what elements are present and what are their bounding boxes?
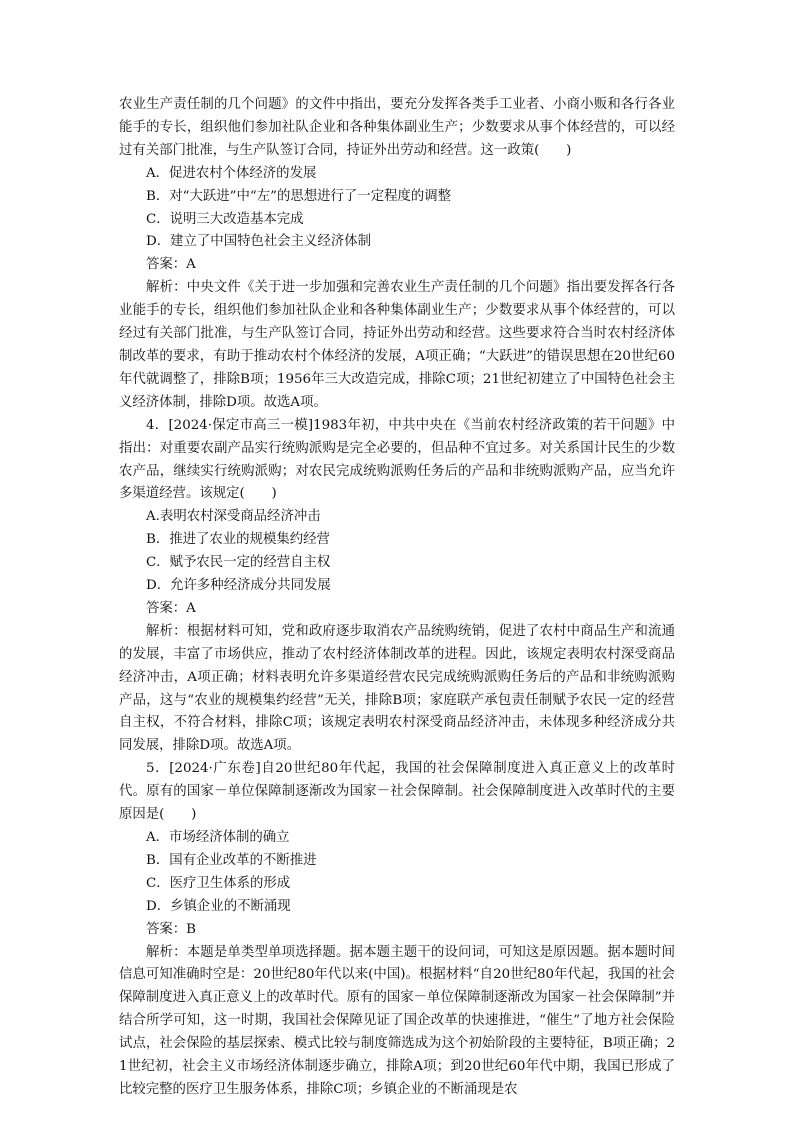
q4-answer: 答案：A <box>146 600 196 616</box>
q4-option-b: B．推进了农业的规模集约经营 <box>146 532 330 548</box>
q3-stem: 农业生产责任制的几个问题》的文件中指出，要充分发挥各类手工业者、小商小贩和各行各业能手的专长，组织他们参加社队企业和各种集体副业生产；少数要求从事个体经营的，可以经过有关部门批准，与生产队签订合同，持证外出劳动和经营。这一政策( ) <box>119 97 675 158</box>
q4-option-c: C．赋予农民一定的经营自主权 <box>146 555 331 571</box>
q5-option-b: B．国有企业改革的不断推进 <box>146 852 317 868</box>
q4-option-a: A.表明农村深受商品经济冲击 <box>146 509 321 525</box>
q3-answer: 答案：A <box>146 257 196 273</box>
q3-analysis: 解析：中央文件《关于进一步加强和完善农业生产责任制的几个问题》指出要发挥各行各业能手的专长，组织他们参加社队企业和各种集体副业生产；少数要求从事个体经营的，可以经过有关部门批准，与生产队签订合同，持证外出劳动和经营。这些要求符合当时农村经济体制改革的要求，有助于推动农村个体经济的发展，A项正确；“大跃进”的错误思想在20世纪60年代就调整了，排除B项；1956年三大改造完成，排除C项；21世纪初建立了中国特色社会主义经济体制，排除D项。故选A项。 <box>119 280 675 410</box>
q3-option-d: D．建立了中国特色社会主义经济体制 <box>146 234 371 250</box>
q3-option-a: A．促进农村个体经济的发展 <box>146 165 317 181</box>
q5-option-c: C．医疗卫生体系的形成 <box>146 875 291 891</box>
q5-answer: 答案：B <box>146 921 197 937</box>
q4-analysis: 解析：根据材料可知，党和政府逐步取消农产品统购统销，促进了农村中商品生产和流通的发展，丰富了市场供应，推动了农村经济体制改革的进程。因此，该规定表明农村深受商品经济冲击，A项正确；材料表明允许多渠道经营农民完成统购派购任务后的产品和非统购派购产品，这与“农业的规模集约经营”无关，排除B项；家庭联产承包责任制赋予农民一定的经营自主权，不符合材料，排除C项；该规定表明农村深受商品经济冲击，未体现多种经济成分共同发展，排除D项。故选A项。 <box>119 623 675 754</box>
q5-option-d: D．乡镇企业的不断涌现 <box>146 898 291 914</box>
q5-option-a: A．市场经济体制的确立 <box>146 830 290 845</box>
q3-option-b: B．对“大跃进”中“左”的思想进行了一定程度的调整 <box>146 188 452 204</box>
document-page <box>119 94 675 1102</box>
q5-analysis: 解析：本题是单类型单项选择题。据本题主题干的设问词，可知这是原因题。据本题时间信息可知准确时空是：20世纪80年代以来(中国)。根据材料“自20世纪80年代起，我国的社会保障制度进入真正意义上的改革时代。原有的国家－单位保障制逐渐改为国家－社会保障制”并结合所学可知，这一时期，我国社会保障见证了国企改革的快速推进，“催生”了地方社会保险试点，社会保险的基层探索、模式比较与制度筛选成为这个初始阶段的主要特征，B项正确；21世纪初，社会主义市场经济体制逐步确立，排除A项；到20世纪60年代中期，我国已形成了比较完整的医疗卫生服务体系，排除C项；乡镇企业的不断涌现是农 <box>119 944 675 1097</box>
q4-option-d: D．允许多种经济成分共同发展 <box>146 578 331 594</box>
q3-option-c: C．说明三大改造基本完成 <box>146 211 304 227</box>
q4-stem: 4．[2024·保定市高三一模]1983年初，中共中央在《当前农村经济政策的若干问题》中指出：对重要农副产品实行统购派购是完全必要的，但品种不宜过多。对关系国计民生的少数农产品，继续实行统购派购；对农民完成统购派购任务后的产品和非统购派购产品，应当允许多渠道经营。该规定( ) <box>119 417 675 502</box>
q5-stem: 5．[2024·广东卷]自20世纪80年代起，我国的社会保障制度进入真正意义上的改革时代。原有的国家－单位保障制逐渐改为国家－社会保障制。社会保障制度进入改革时代的主要原因是( ) <box>119 761 675 823</box>
